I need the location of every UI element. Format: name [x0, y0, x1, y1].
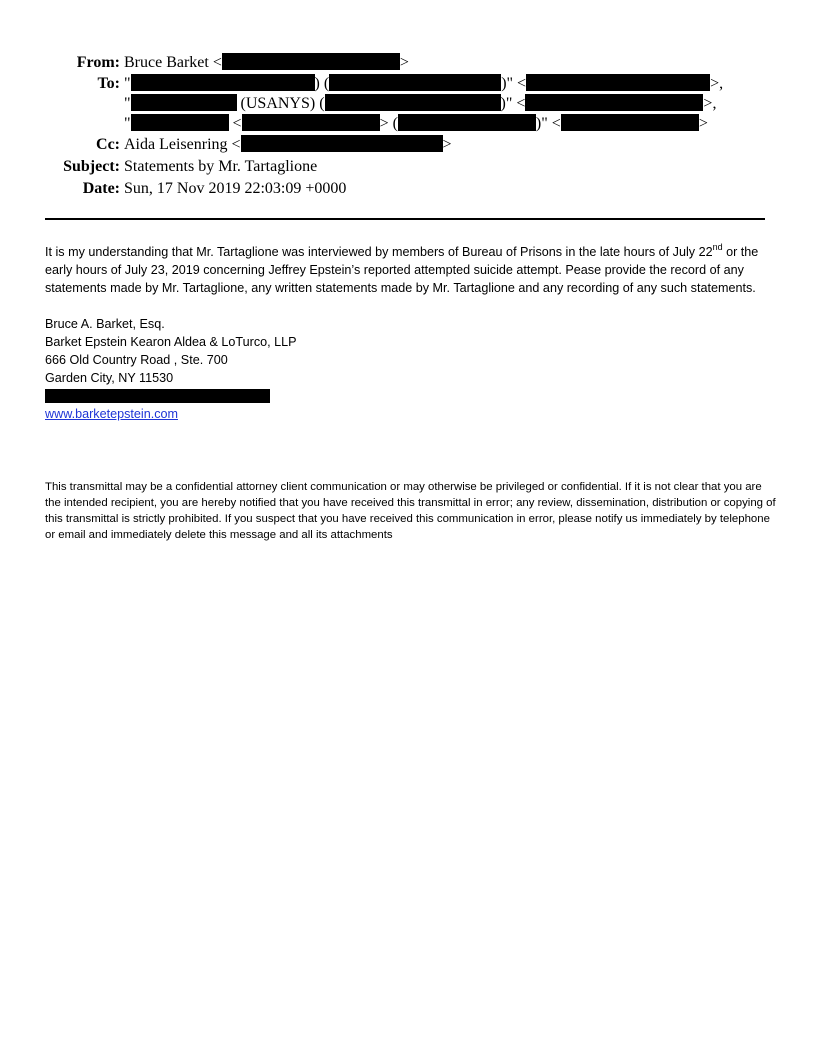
to-text: )" < [500, 95, 526, 112]
redaction-block [131, 114, 229, 131]
body-text: It is my understanding that Mr. Tartaglione was interviewed by members of Bureau of Prisons in the late hours of July 22 [45, 245, 713, 259]
to-row [0, 74, 816, 94]
signature-name: Bruce A. Barket, Esq. [45, 317, 165, 331]
signature-address-line-2: Garden City, NY 11530 [45, 371, 174, 385]
from-row [0, 52, 816, 74]
redaction-block [325, 94, 501, 111]
signature-block [45, 315, 775, 423]
from-name: Bruce Barket < [124, 54, 222, 71]
to-text: > [698, 115, 708, 132]
redaction-block [222, 53, 400, 70]
header-divider [45, 218, 765, 220]
to-text: )" < [501, 75, 527, 92]
redaction-block [45, 389, 270, 403]
cc-close: > [442, 136, 452, 153]
to-label: To: [97, 75, 120, 92]
to-text: > ( [379, 115, 398, 132]
redaction-block [131, 74, 315, 91]
to-line-3 [124, 114, 708, 134]
date-value: Sun, 17 Nov 2019 22:03:09 +0000 [124, 180, 347, 197]
website-link[interactable]: www.barketepstein.com [45, 407, 178, 421]
to-line-1 [124, 74, 723, 94]
to-text: (USANYS) ( [236, 95, 325, 112]
redaction-block [525, 94, 703, 111]
subject-label: Subject: [63, 158, 120, 175]
to-text: >, [703, 95, 717, 112]
signature-address-line-1: 666 Old Country Road , Ste. 700 [45, 353, 228, 367]
from-close: > [399, 54, 409, 71]
date-label: Date: [82, 180, 120, 197]
redaction-block [131, 94, 237, 111]
subject-row [0, 156, 816, 178]
cc-name: Aida Leisenring < [124, 136, 241, 153]
to-row-continued [0, 114, 816, 134]
date-row [0, 178, 816, 200]
redaction-block [242, 114, 380, 131]
to-text: )" < [535, 115, 561, 132]
body-paragraph [45, 243, 775, 297]
cc-row [0, 134, 816, 156]
subject-value: Statements by Mr. Tartaglione [124, 158, 318, 175]
redaction-block [561, 114, 699, 131]
redaction-block [526, 74, 710, 91]
cc-value [124, 134, 452, 156]
email-body [45, 243, 775, 423]
email-header [0, 52, 816, 200]
to-text: ) ( [314, 75, 330, 92]
to-line-2 [124, 94, 716, 114]
redaction-block [329, 74, 501, 91]
to-text: " [124, 95, 131, 112]
from-value [124, 52, 409, 74]
redaction-block [241, 135, 443, 152]
signature-firm: Barket Epstein Kearon Aldea & LoTurco, LLP [45, 335, 297, 349]
cc-label: Cc: [96, 136, 120, 153]
to-text: " [124, 115, 131, 132]
from-label: From: [76, 54, 120, 71]
confidentiality-disclaimer: This transmittal may be a confidential attorney client communication or may otherwise be privileged or confidential. If it is not clear that you are the intended recipient, you are hereby notified that you have received this transmittal in error; any review, dissemination, distribution or copying of this transmittal is strictly prohibited. If you suspect that you have received this communication in error, please notify us immediately by telephone or email and immediately delete this message and all its attachments [45, 481, 776, 541]
to-text: " [124, 75, 131, 92]
redaction-block [398, 114, 536, 131]
to-text: >, [710, 75, 724, 92]
to-text: < [228, 115, 242, 132]
to-row-continued [0, 94, 816, 114]
ordinal-suffix: nd [712, 242, 723, 252]
body-text: or the early hours of July 23, 2019 concerning Jeffrey Epstein’s reported attempted suicide attempt. Pease provide the record of any statements made by Mr. Tartaglione, any written statements made by Mr. Tartaglione and any recording of any such statements. [45, 245, 759, 295]
